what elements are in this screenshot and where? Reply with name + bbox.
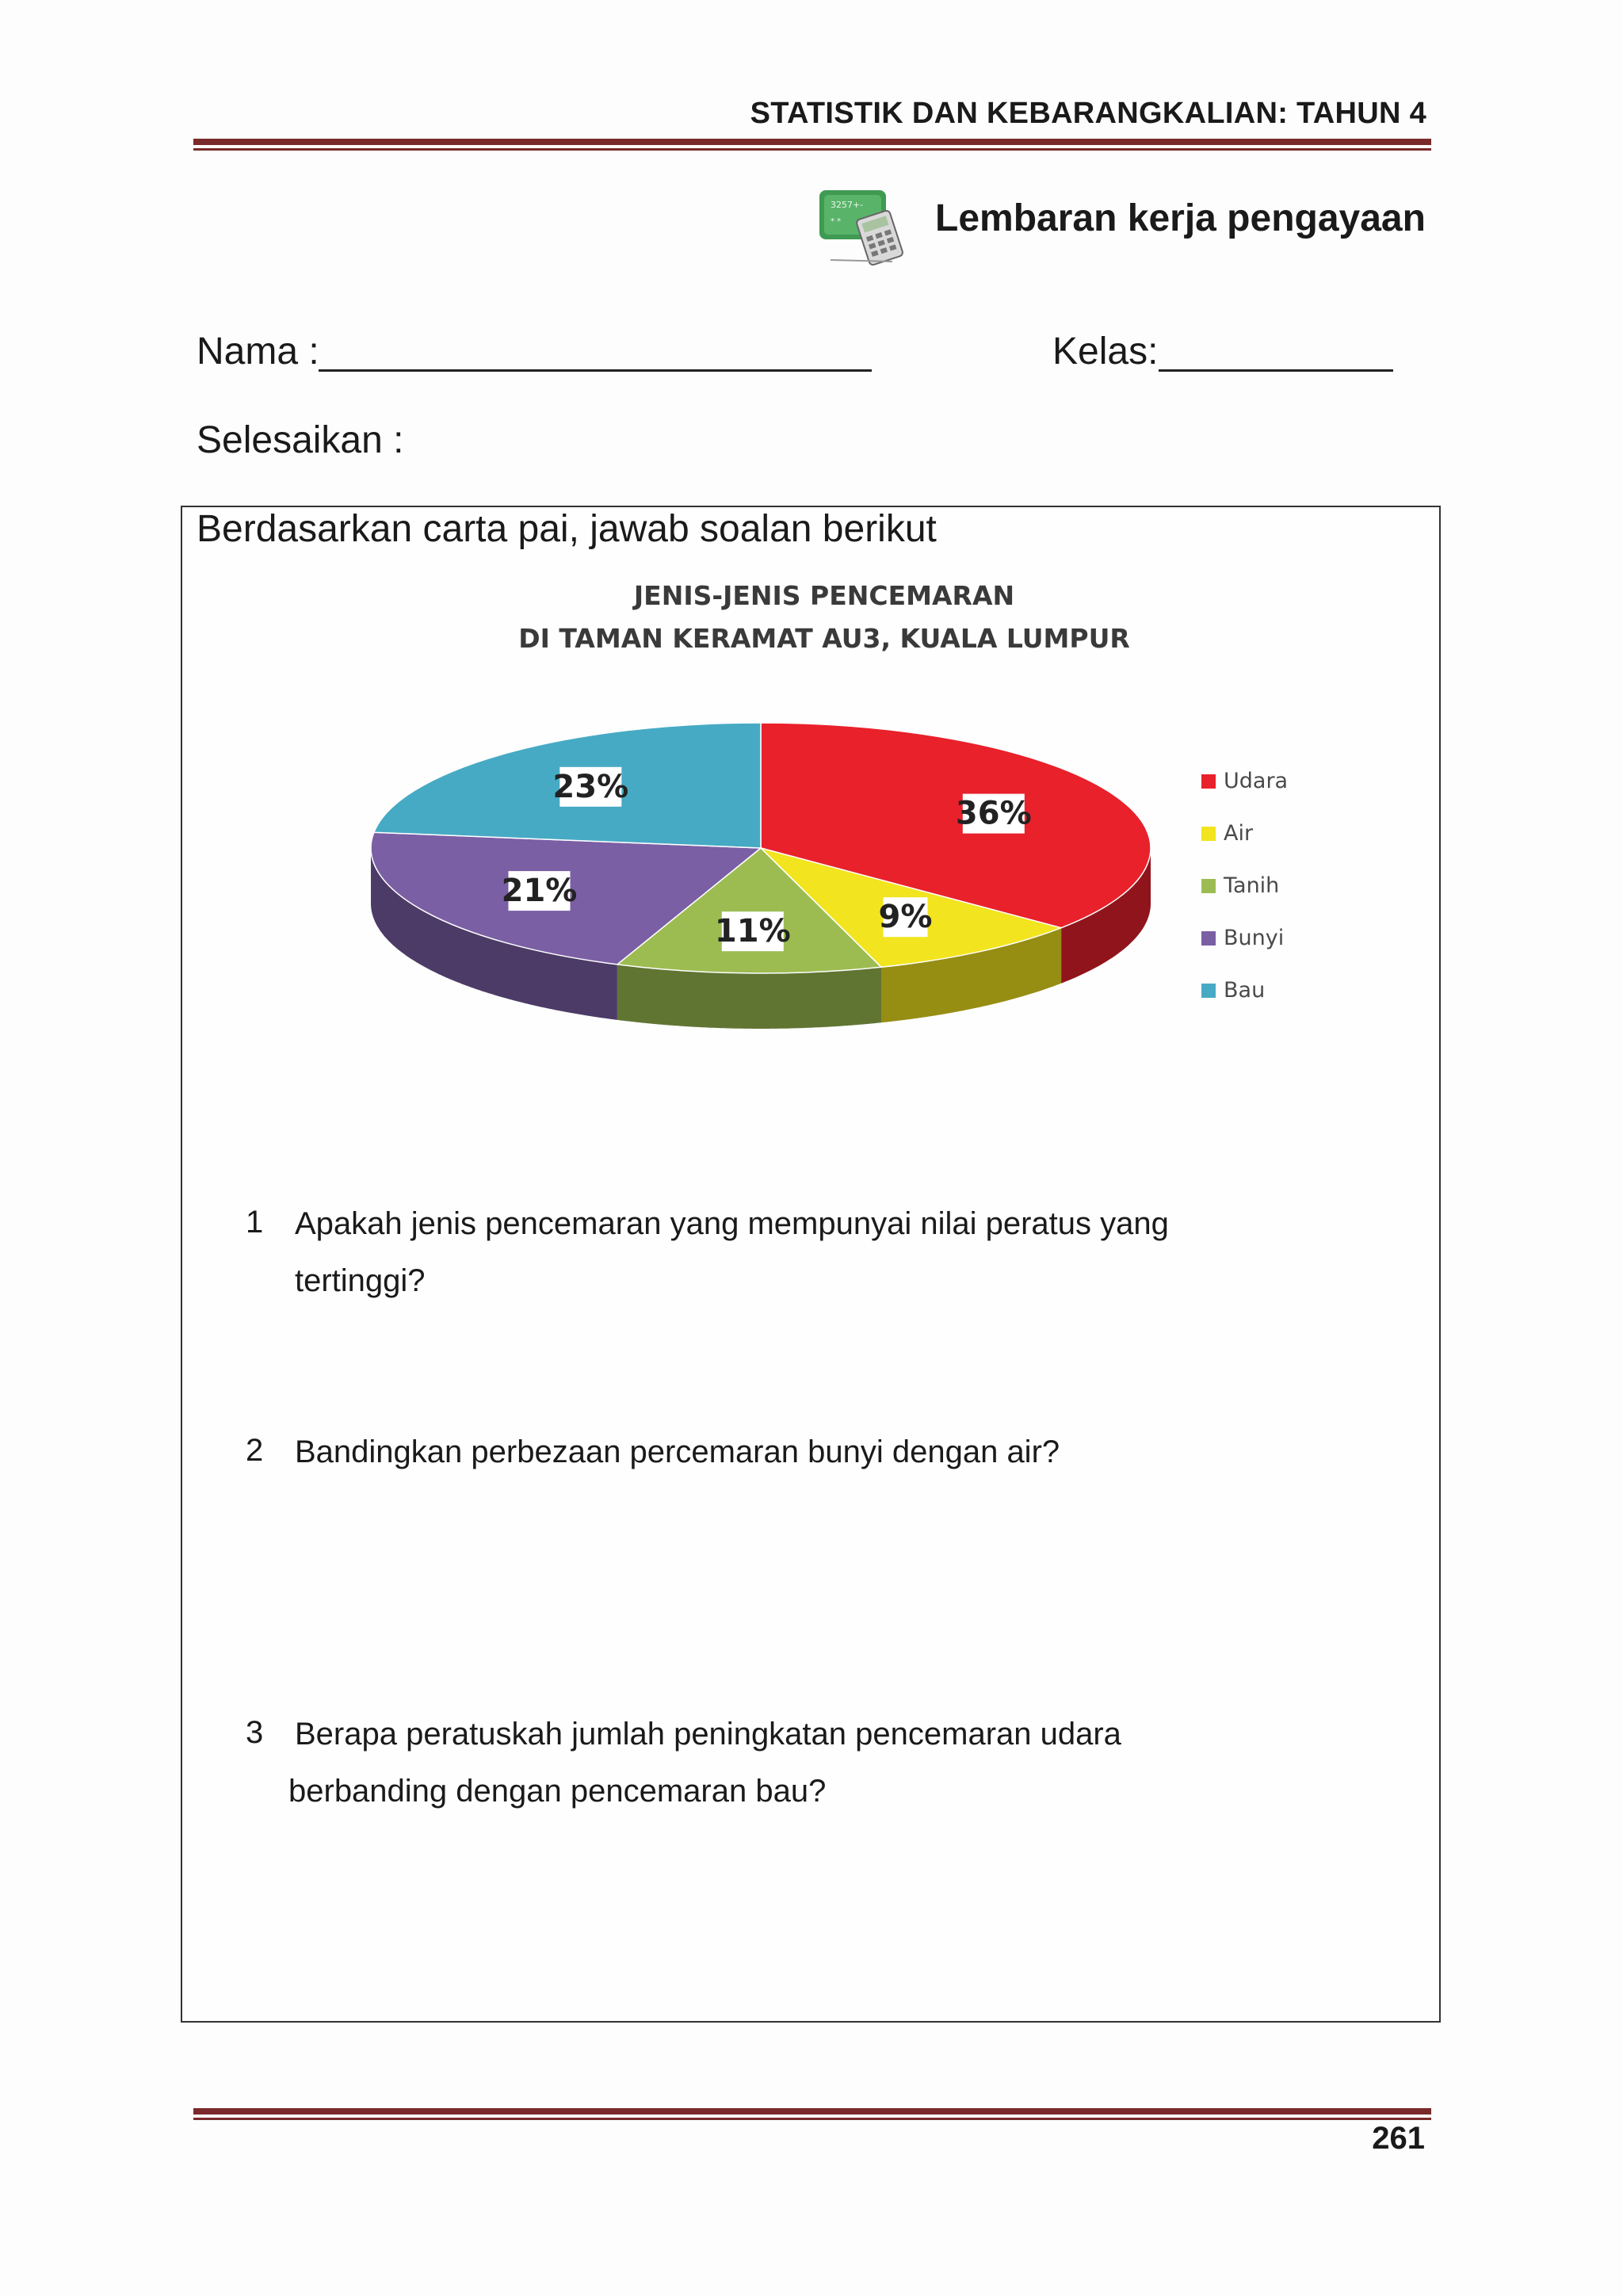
question-3-number: 3 (246, 1715, 264, 1750)
header-title: STATISTIK DAN KEBARANGKALIAN: TAHUN 4 (750, 97, 1426, 130)
legend-label-bau: Bau (1224, 978, 1266, 1003)
question-1-line-2: tertinggi? (295, 1263, 426, 1298)
question-1-number: 1 (246, 1205, 264, 1240)
question-2-line-1: Bandingkan perbezaan percemaran bunyi dengan air? (295, 1435, 1060, 1469)
question-2 (295, 1423, 1060, 1480)
legend-label-air: Air (1224, 821, 1254, 846)
footer-rule-thin (193, 2118, 1431, 2120)
legend-swatch-air (1201, 827, 1216, 841)
legend-label-udara: Udara (1224, 769, 1289, 793)
legend-item-udara (1201, 769, 1288, 793)
question-1-line-1: Apakah jenis pencemaran yang mempunyai nilai peratus yang (295, 1206, 1169, 1241)
pie-label-udara: 36% (955, 795, 1032, 832)
legend-swatch-tanih (1201, 879, 1216, 893)
legend-swatch-bau (1201, 984, 1216, 998)
legend-label-bunyi: Bunyi (1224, 926, 1285, 950)
kelas-label: Kelas: (1052, 330, 1159, 372)
pie-label-tanih: 11% (714, 913, 791, 950)
legend-label-tanih: Tanih (1224, 873, 1280, 898)
pie-label-bunyi: 21% (501, 873, 578, 910)
legend-item-bunyi (1201, 926, 1284, 950)
pie-label-air: 9% (878, 899, 933, 936)
question-2-number: 2 (246, 1433, 264, 1468)
pie-label-bau: 23% (552, 768, 629, 805)
chart-title-line-1: JENIS-JENIS PENCEMARAN (633, 580, 1015, 611)
question-3-line-1: Berapa peratuskah jumlah peningkatan pencemaran udara (295, 1717, 1121, 1752)
legend-swatch-udara (1201, 774, 1216, 789)
legend-item-bau (1201, 978, 1265, 1003)
legend-swatch-bunyi (1201, 931, 1216, 946)
page-number: 261 (1372, 2121, 1425, 2156)
question-1 (295, 1195, 1169, 1309)
footer-rule-thick (193, 2108, 1431, 2115)
nama-label: Nama : (197, 330, 319, 372)
legend-item-tanih (1201, 873, 1279, 898)
question-3-line-2: berbanding dengan pencemaran bau? (288, 1774, 827, 1809)
question-3 (288, 1706, 1121, 1820)
svg-text:3257+-: 3257+- (831, 200, 864, 210)
svg-text:* *: * * (831, 217, 842, 226)
chart-title-line-2: DI TAMAN KERAMAT AU3, KUALA LUMPUR (518, 623, 1130, 654)
box-heading: Berdasarkan carta pai, jawab soalan berikut (197, 508, 937, 550)
instruction-text: Selesaikan : (197, 419, 404, 461)
legend-item-air (1201, 821, 1253, 846)
pie-side-tanih (617, 965, 881, 1029)
worksheet-title: Lembaran kerja pengayaan (935, 197, 1426, 239)
